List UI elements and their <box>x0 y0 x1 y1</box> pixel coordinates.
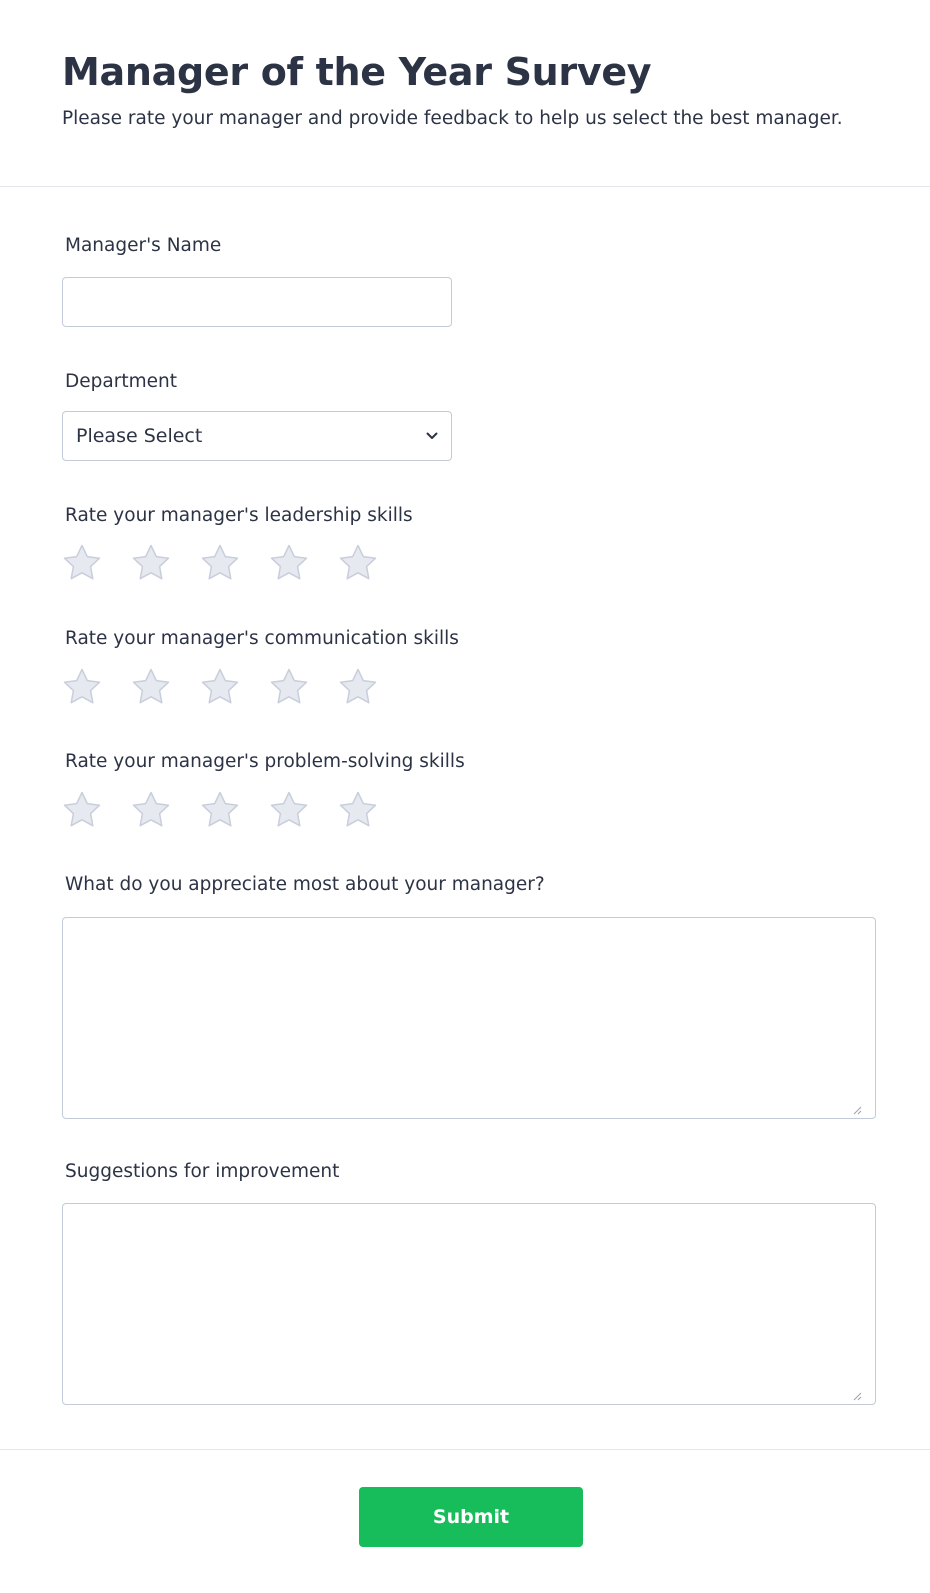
star-icon[interactable] <box>131 543 171 583</box>
communication-rating-label: Rate your manager's communication skills <box>65 628 459 649</box>
suggestions-textarea[interactable] <box>62 1203 876 1405</box>
manager-name-input[interactable] <box>62 277 452 327</box>
star-icon[interactable] <box>131 790 171 830</box>
star-icon[interactable] <box>338 667 378 707</box>
resize-grip-icon[interactable] <box>852 1105 862 1115</box>
department-label: Department <box>65 371 177 392</box>
department-select[interactable] <box>62 411 452 461</box>
star-icon[interactable] <box>62 543 102 583</box>
suggestions-label: Suggestions for improvement <box>65 1161 340 1182</box>
manager-name-label: Manager's Name <box>65 235 222 256</box>
form-header <box>0 0 930 187</box>
star-icon[interactable] <box>62 667 102 707</box>
leadership-rating-label: Rate your manager's leadership skills <box>65 505 413 526</box>
appreciate-textarea[interactable] <box>62 917 876 1119</box>
star-icon[interactable] <box>200 543 240 583</box>
star-icon[interactable] <box>338 790 378 830</box>
star-icon[interactable] <box>131 667 171 707</box>
form-title: Manager of the Year Survey <box>62 50 652 94</box>
leadership-star-rating[interactable] <box>62 543 392 583</box>
footer-divider <box>0 1449 930 1450</box>
star-icon[interactable] <box>269 543 309 583</box>
problem-solving-rating-label: Rate your manager's problem-solving skills <box>65 751 465 772</box>
communication-star-rating[interactable] <box>62 667 392 707</box>
form-subtitle: Please rate your manager and provide feedback to help us select the best manager. <box>62 108 843 129</box>
star-icon[interactable] <box>269 667 309 707</box>
star-icon[interactable] <box>338 543 378 583</box>
star-icon[interactable] <box>62 790 102 830</box>
chevron-down-icon <box>425 429 439 443</box>
submit-button[interactable]: Submit <box>359 1487 583 1547</box>
star-icon[interactable] <box>200 667 240 707</box>
star-icon[interactable] <box>200 790 240 830</box>
problem-solving-star-rating[interactable] <box>62 790 392 830</box>
department-selected-value: Please Select <box>76 425 203 447</box>
star-icon[interactable] <box>269 790 309 830</box>
appreciate-label: What do you appreciate most about your manager? <box>65 874 545 895</box>
resize-grip-icon[interactable] <box>852 1391 862 1401</box>
